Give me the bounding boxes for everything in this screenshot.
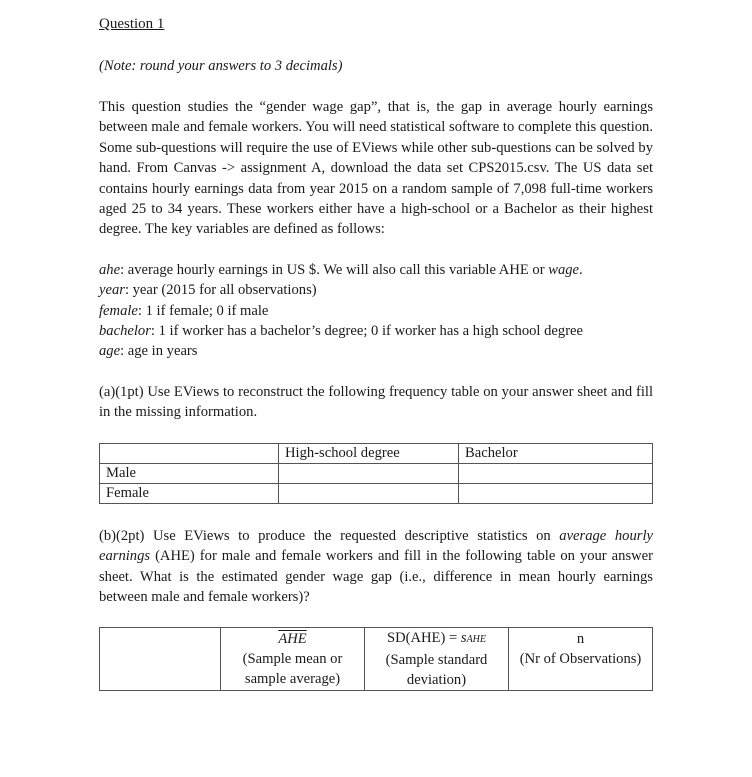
definition-age: age: age in years (99, 343, 198, 360)
table-row (100, 463, 653, 483)
empty-header-cell (100, 443, 279, 463)
col-header-highschool: High-school degree (279, 443, 459, 463)
col-header-bachelor: Bachelor (459, 443, 653, 463)
cell-female-highschool (279, 483, 459, 503)
col-header-n: n (Nr of Observations) (509, 628, 653, 691)
stats-header-row (100, 628, 653, 691)
variable-definitions (99, 260, 653, 362)
col-header-mean: $\overline{AHE}$ (Sample mean or sample average) (221, 628, 365, 691)
cell-male-highschool (279, 463, 459, 483)
table-row (100, 483, 653, 503)
empty-header-cell (100, 628, 221, 691)
cell-male-bachelor (459, 463, 653, 483)
definition-female: female: 1 if female; 0 if male (99, 302, 269, 319)
part-a-text: (a)(1pt) Use EViews to reconstruct the following frequency table on your answer sheet and fill in the missing information. (99, 383, 653, 421)
definition-bachelor: bachelor: 1 if worker has a bachelor’s degree; 0 if worker has a high school degree (99, 323, 584, 340)
row-label-female: Female (100, 483, 279, 503)
document-page (99, 14, 653, 691)
rounding-note: (Note: round your answers to 3 decimals) (99, 58, 343, 74)
frequency-table-header (100, 443, 653, 463)
frequency-table (99, 443, 653, 504)
part-b-text: (b)(2pt) Use EViews to produce the requested descriptive statistics on average hourly earnings (AHE) for male and female workers and fill in the following table on your answer sheet. What is the estimated gender wage gap (i.e., difference in mean hourly earnings between male and female workers)? (99, 527, 653, 605)
definition-year: year: year (2015 for all observations) (99, 282, 317, 299)
intro-paragraph: This question studies the “gender wage gap”, that is, the gap in average hourly earnings between male and female workers. You will need statistical software to complete this question. Some sub-questions will require the use of EViews while other sub-questions can be solved by hand. From Canvas -> assignment A, download the data set CPS2015.csv. The US data set contains hourly earnings data from year 2015 on a random sample of 7,098 full-time workers aged 25 to 34 years. These workers either have a high-school or a Bachelor as their highest degree. The key variables are defined as follows: (99, 99, 653, 238)
definition-ahe: ahe: average hourly earnings in US $. We will also call this variable AHE or wage. (99, 261, 583, 278)
col-header-sd: SD(AHE) = sAHE (Sample standard deviation) (365, 628, 509, 691)
descriptive-stats-table (99, 627, 653, 691)
cell-female-bachelor (459, 483, 653, 503)
question-title: Question 1 (99, 16, 165, 32)
row-label-male: Male (100, 463, 279, 483)
